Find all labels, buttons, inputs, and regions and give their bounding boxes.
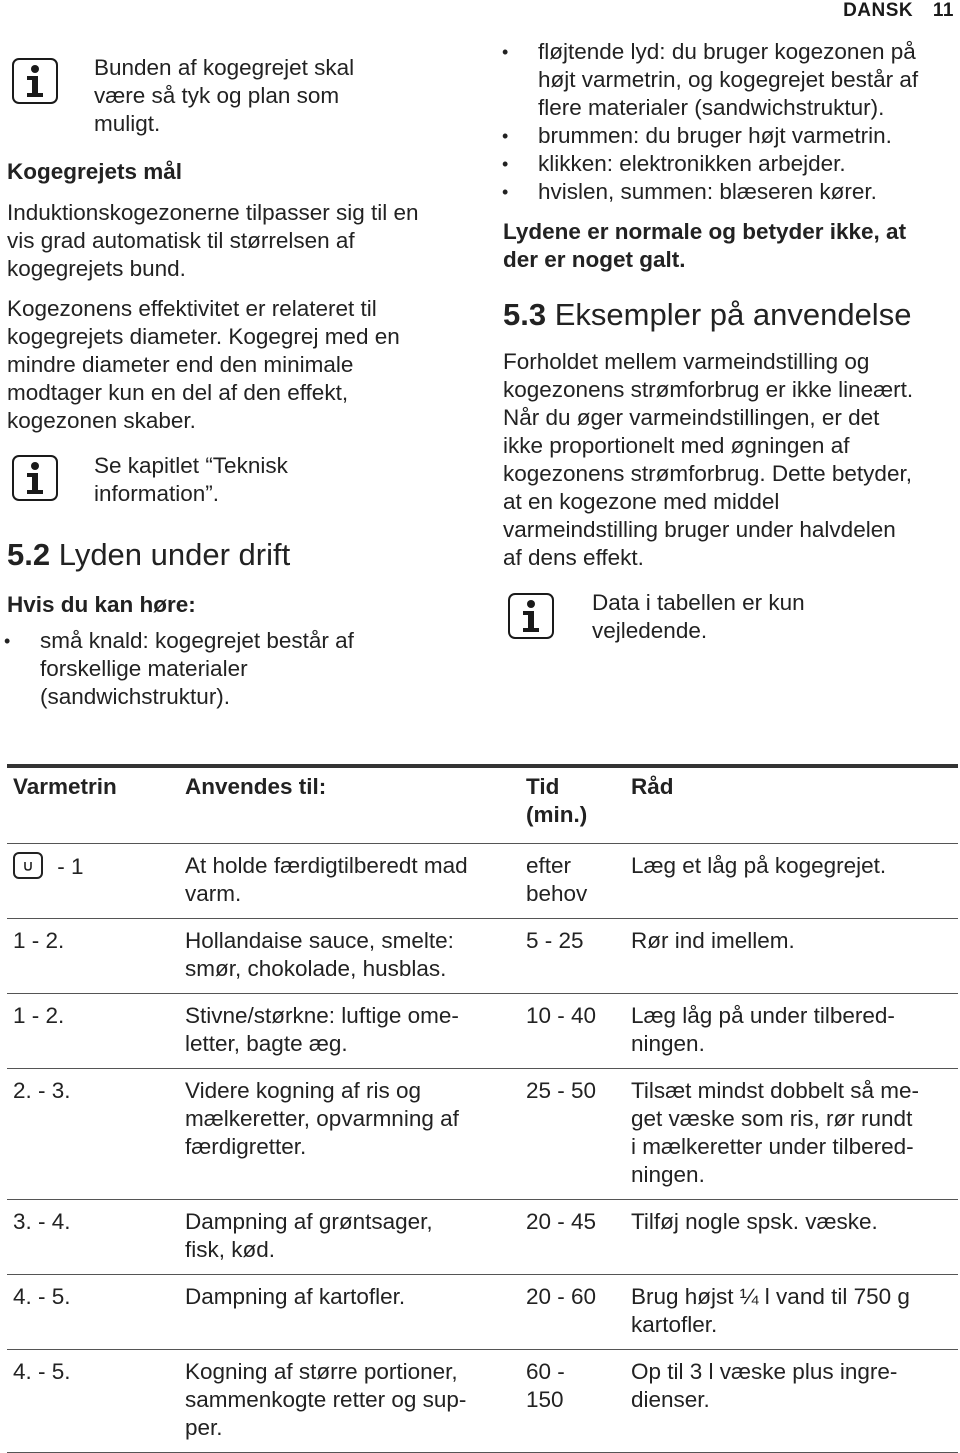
text-line: modtager kun en del af den effekt, [7, 380, 349, 405]
keep-warm-icon [13, 852, 43, 879]
text-line: Forholdet mellem varmeindstilling og [503, 349, 870, 374]
text-line: Når du øger varmeindstillingen, er det [503, 405, 880, 430]
text-line: der er noget galt. [503, 247, 686, 272]
cell-heat: 2. - 3. [7, 1069, 185, 1200]
cell-time: 20 - 45 [526, 1200, 631, 1275]
info-icon [12, 455, 58, 501]
cell-advice: Tilføj nogle spsk. væske. [631, 1200, 958, 1275]
section-title-cookware-size: Kogegrejets mål [7, 159, 183, 184]
cell-use: Dampning af kartofler. [185, 1275, 526, 1350]
table-row [7, 1069, 958, 1200]
text-line: (sandwichstruktur). [40, 684, 231, 709]
cell-use: Videre kogning af ris og mælkeretter, opvarmning af færdigretter. [185, 1069, 526, 1200]
text-line: • små knald: kogegrejet består af [40, 628, 354, 653]
table-row [7, 919, 958, 994]
info-icon [12, 58, 58, 104]
text-line: kogegrejets bund. [7, 256, 186, 281]
text-line: muligt. [94, 111, 161, 136]
column-header-time: Tid (min.) [526, 766, 631, 844]
text-line: højt varmetrin, og kogegrejet består af [538, 67, 919, 92]
cell-advice: Rør ind imellem. [631, 919, 958, 994]
cell-advice: Tilsæt mindst dobbelt så me- get væske som ris, rør rundt i mælkeretter under tilbered- ningen. [631, 1069, 958, 1200]
cell-advice: Læg låg på under tilbered- ningen. [631, 994, 958, 1069]
cell-advice: Op til 3 l væske plus ingre- dienser. [631, 1350, 958, 1453]
text-line: Induktionskogezonerne tilpasser sig til en [7, 200, 419, 225]
paragraph-adapt [7, 199, 419, 283]
header-language: DANSK [843, 0, 914, 21]
text-line: Data i tabellen er kun [592, 590, 805, 615]
bullet-list-left [40, 627, 354, 711]
text-line: kogezonens strømforbrug. Dette betyder, [503, 461, 912, 486]
list-item [538, 150, 918, 178]
bold-note-sounds-normal [503, 218, 906, 274]
table-row [7, 844, 958, 919]
text-line: ikke proportionelt med øgningen af [503, 433, 850, 458]
text-line: varmeindstilling bruger under halvdelen [503, 517, 896, 542]
text-line: • klikken: elektronikken arbejder. [538, 151, 846, 176]
text-line: kogezonens strømforbrug er ikke lineært. [503, 377, 914, 402]
cell-time: efter behov [526, 844, 631, 919]
list-item [538, 178, 918, 206]
page-header [829, 0, 954, 22]
header-page-number: 11 [932, 0, 954, 21]
text-line: Kogezonens effektivitet er relateret til [7, 296, 377, 321]
paragraph-usage [503, 348, 913, 572]
table-row [7, 994, 958, 1069]
text-line: • brummen: du bruger højt varmetrin. [538, 123, 892, 148]
cell-heat: 4. - 5. [7, 1350, 185, 1453]
cell-advice: Brug højst ¼ l vand til 750 g kartofler. [631, 1275, 958, 1350]
table-row [7, 1275, 958, 1350]
info-note-1 [94, 54, 354, 138]
text-line: forskellige materialer [40, 656, 248, 681]
cell-use: At holde færdigtilberedt mad varm. [185, 844, 526, 919]
list-item [538, 122, 918, 150]
info-note-2 [94, 452, 288, 508]
info-icon [508, 593, 554, 639]
text-line: vejledende. [592, 618, 708, 643]
column-header-use: Anvendes til: [185, 766, 526, 844]
text-line: flere materialer (sandwichstruktur). [538, 95, 885, 120]
column-header-heat-setting: Varmetrin [7, 766, 185, 844]
text-line: • fløjtende lyd: du bruger kogezonen på [538, 39, 916, 64]
heading-title: Eksempler på anvendelse [546, 297, 912, 332]
text-line: Lydene er normale og betyder ikke, at [503, 219, 907, 244]
list-item [538, 38, 918, 122]
cell-heat: - 1 [7, 844, 185, 919]
column-header-advice: Råd [631, 766, 958, 844]
info-note-table [592, 589, 805, 645]
cell-heat: 1 - 2. [7, 919, 185, 994]
cell-time: 20 - 60 [526, 1275, 631, 1350]
heading-5-3 [503, 297, 911, 333]
cell-heat: 4. - 5. [7, 1275, 185, 1350]
heading-title: Lyden under drift [50, 537, 291, 572]
text-line: være så tyk og plan som [94, 83, 340, 108]
text-line: kogezonen skaber. [7, 408, 196, 433]
text-line: at en kogezone med middel [503, 489, 780, 514]
cell-advice: Læg et låg på kogegrejet. [631, 844, 958, 919]
cell-use: Stivne/størkne: luftige ome- letter, bagte æg. [185, 994, 526, 1069]
list-item [40, 627, 354, 711]
heading-number: 5.2 [7, 537, 51, 572]
table-row [7, 1200, 958, 1275]
text-line: af dens effekt. [503, 545, 644, 570]
cell-time: 5 - 25 [526, 919, 631, 994]
subheading-sounds: Hvis du kan høre: [7, 592, 196, 617]
cell-time: 60 - 150 [526, 1350, 631, 1453]
text-line: kogegrejets diameter. Kogegrej med en [7, 324, 400, 349]
text-line: • hvislen, summen: blæseren kører. [538, 179, 877, 204]
text-line: Bunden af kogegrejet skal [94, 55, 355, 80]
paragraph-efficiency [7, 295, 400, 435]
usage-table [7, 764, 958, 1453]
cell-time: 10 - 40 [526, 994, 631, 1069]
cell-time: 25 - 50 [526, 1069, 631, 1200]
text-line: information”. [94, 481, 220, 506]
bullet-list-right [538, 38, 918, 206]
text-line: mindre diameter end den minimale [7, 352, 354, 377]
text-line: Se kapitlet “Teknisk [94, 453, 288, 478]
text-line: vis grad automatisk til størrelsen af [7, 228, 355, 253]
table-header-row [7, 766, 958, 844]
cell-use: Dampning af grøntsager, fisk, kød. [185, 1200, 526, 1275]
heading-5-2 [7, 537, 290, 573]
table-row [7, 1350, 958, 1453]
cell-use: Hollandaise sauce, smelte: smør, chokolade, husblas. [185, 919, 526, 994]
cell-heat: 3. - 4. [7, 1200, 185, 1275]
heading-number: 5.3 [503, 297, 547, 332]
cell-use: Kogning af større portioner, sammenkogte retter og sup- per. [185, 1350, 526, 1453]
cell-heat: 1 - 2. [7, 994, 185, 1069]
